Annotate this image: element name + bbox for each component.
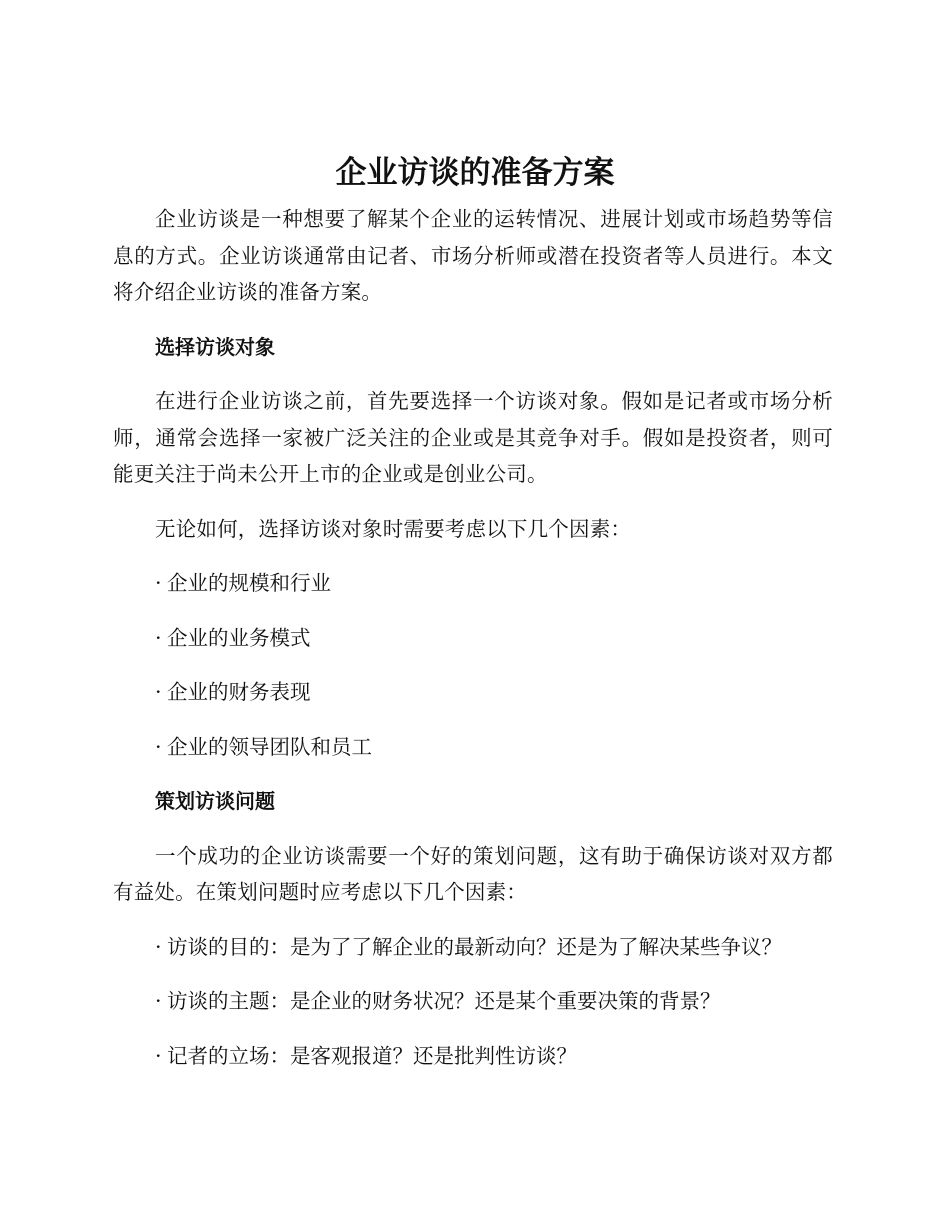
section1-paragraph-2: 无论如何，选择访谈对象时需要考虑以下几个因素： — [155, 516, 632, 541]
intro-paragraph: 企业访谈是一种想要了解某个企业的运转情况、进展计划或市场趋势等信息的方式。企业访谈通常由记者、市场分析师或潜在投资者等人员进行。本文将介绍企业访谈的准备方案。 — [113, 207, 833, 304]
bullet-icon: · — [155, 680, 162, 704]
section1-paragraph-1: 在进行企业访谈之前，首先要选择一个访谈对象。假如是记者或市场分析师，通常会选择一家被广泛关注的企业或是其竞争对手。假如是投资者，则可能更关注于尚未公开上市的企业或是创业公司。 — [113, 389, 833, 486]
section-heading-plan-questions: 策划访谈问题 — [155, 789, 275, 813]
list-item — [113, 929, 833, 966]
list-item — [113, 983, 833, 1020]
list-item-text: 企业的财务表现 — [167, 680, 311, 704]
list-item-text: 访谈的目的：是为了了解企业的最新动向？还是为了解决某些争议？ — [167, 934, 782, 959]
list-item-text: 企业的规模和行业 — [167, 571, 331, 595]
bullet-icon: · — [155, 625, 162, 650]
list-item — [113, 1038, 833, 1075]
bullet-icon: · — [155, 734, 162, 759]
bullet-icon: · — [155, 571, 162, 595]
list-item-text: 企业的业务模式 — [167, 625, 311, 650]
list-item-text: 企业的领导团队和员工 — [167, 734, 372, 759]
bullet-icon: · — [155, 1043, 162, 1068]
section2-paragraph-1: 一个成功的企业访谈需要一个好的策划问题，这有助于确保访谈对双方都有益处。在策划问题时应考虑以下几个因素： — [113, 843, 833, 904]
list-item — [113, 620, 833, 657]
document-title: 企业访谈的准备方案 — [335, 155, 615, 191]
list-item-text: 记者的立场：是客观报道？还是批判性访谈？ — [167, 1043, 577, 1068]
section-heading-select-subject: 选择访谈对象 — [155, 334, 275, 359]
document-body — [113, 201, 833, 1074]
bullet-icon: · — [155, 989, 162, 1013]
list-item — [113, 565, 833, 602]
list-item — [113, 674, 833, 711]
bullet-icon: · — [155, 934, 162, 959]
list-item — [113, 729, 833, 766]
list-item-text: 访谈的主题：是企业的财务状况？还是某个重要决策的背景？ — [167, 989, 721, 1013]
